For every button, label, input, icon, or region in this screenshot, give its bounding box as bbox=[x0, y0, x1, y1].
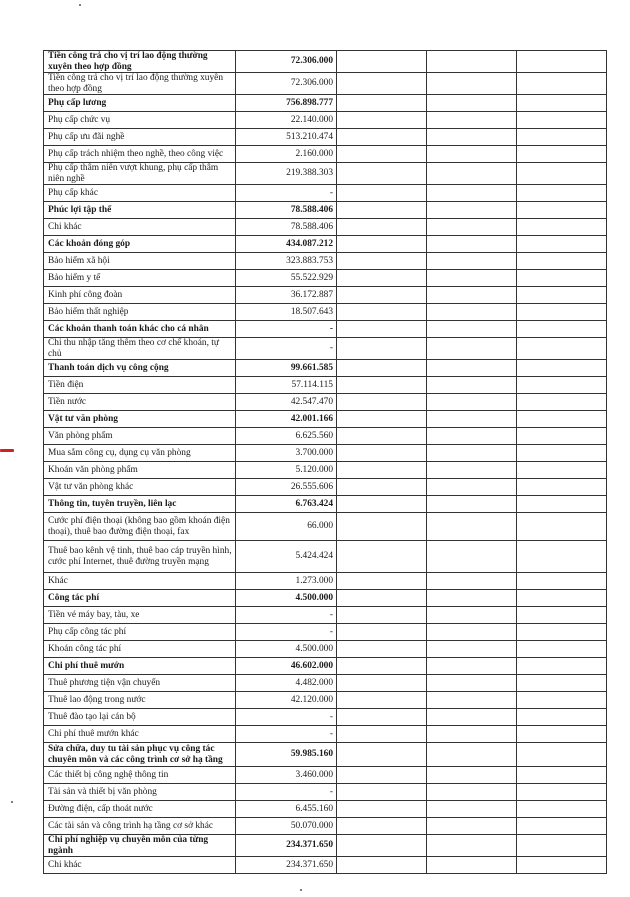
amount-cell: 4.500.000 bbox=[236, 590, 337, 607]
item-name-cell: Bảo hiểm xã hội bbox=[44, 253, 236, 270]
empty-cell bbox=[427, 835, 517, 857]
red-edge-mark bbox=[0, 449, 14, 452]
item-name-cell: Bảo hiểm thất nghiệp bbox=[44, 304, 236, 321]
empty-cell bbox=[517, 541, 607, 573]
item-name-cell: Thanh toán dịch vụ công cộng bbox=[44, 360, 236, 377]
empty-cell bbox=[427, 801, 517, 818]
table-row bbox=[44, 801, 607, 818]
item-name-cell: Vật tư văn phòng khác bbox=[44, 479, 236, 496]
empty-cell bbox=[337, 428, 427, 445]
table-section-row bbox=[44, 496, 607, 513]
empty-cell bbox=[337, 675, 427, 692]
amount-cell: 66.000 bbox=[236, 513, 337, 541]
empty-cell bbox=[427, 541, 517, 573]
empty-cell bbox=[337, 590, 427, 607]
table-row bbox=[44, 607, 607, 624]
item-name-cell: Chi phí thuê mướn bbox=[44, 658, 236, 675]
empty-cell bbox=[517, 146, 607, 163]
amount-cell: 72.306.000 bbox=[236, 73, 337, 95]
table-row bbox=[44, 818, 607, 835]
item-name-cell: Văn phòng phẩm bbox=[44, 428, 236, 445]
empty-cell bbox=[427, 287, 517, 304]
empty-cell bbox=[337, 394, 427, 411]
empty-cell bbox=[517, 270, 607, 287]
table-row bbox=[44, 129, 607, 146]
amount-cell: 72.306.000 bbox=[236, 51, 337, 73]
empty-cell bbox=[337, 818, 427, 835]
empty-cell bbox=[427, 675, 517, 692]
empty-cell bbox=[337, 411, 427, 428]
empty-cell bbox=[427, 185, 517, 202]
empty-cell bbox=[427, 692, 517, 709]
empty-cell bbox=[427, 202, 517, 219]
empty-cell bbox=[517, 743, 607, 767]
empty-cell bbox=[517, 428, 607, 445]
empty-cell bbox=[427, 445, 517, 462]
item-name-cell: Cước phí điện thoại (không bao gồm khoán điện thoại), thuê bao đường điện thoại, fax bbox=[44, 513, 236, 541]
empty-cell bbox=[517, 692, 607, 709]
item-name-cell: Phụ cấp lương bbox=[44, 95, 236, 112]
item-name-cell: Vật tư văn phòng bbox=[44, 411, 236, 428]
item-name-cell: Công tác phí bbox=[44, 590, 236, 607]
item-name-cell: Thuê phương tiện vận chuyển bbox=[44, 675, 236, 692]
table-section-row bbox=[44, 321, 607, 338]
table-row bbox=[44, 304, 607, 321]
amount-cell: 5.120.000 bbox=[236, 462, 337, 479]
item-name-cell: Đường điện, cấp thoát nước bbox=[44, 801, 236, 818]
item-name-cell: Khoán công tác phí bbox=[44, 641, 236, 658]
empty-cell bbox=[517, 112, 607, 129]
empty-cell bbox=[517, 590, 607, 607]
amount-cell: 3.700.000 bbox=[236, 445, 337, 462]
empty-cell bbox=[517, 801, 607, 818]
amount-cell: 59.985.160 bbox=[236, 743, 337, 767]
table-row bbox=[44, 624, 607, 641]
table-row bbox=[44, 641, 607, 658]
empty-cell bbox=[427, 590, 517, 607]
empty-cell bbox=[517, 394, 607, 411]
empty-cell bbox=[337, 321, 427, 338]
empty-cell bbox=[427, 112, 517, 129]
amount-cell: 78.588.406 bbox=[236, 219, 337, 236]
amount-cell: 2.160.000 bbox=[236, 146, 337, 163]
amount-cell: 18.507.643 bbox=[236, 304, 337, 321]
empty-cell bbox=[337, 513, 427, 541]
table-row bbox=[44, 709, 607, 726]
amount-cell: - bbox=[236, 321, 337, 338]
empty-cell bbox=[517, 462, 607, 479]
amount-cell: - bbox=[236, 185, 337, 202]
empty-cell bbox=[337, 236, 427, 253]
expense-table-body bbox=[44, 51, 607, 874]
table-row bbox=[44, 675, 607, 692]
item-name-cell: Các khoản thanh toán khác cho cá nhân bbox=[44, 321, 236, 338]
empty-cell bbox=[427, 360, 517, 377]
table-row bbox=[44, 479, 607, 496]
item-name-cell: Phụ cấp công tác phí bbox=[44, 624, 236, 641]
empty-cell bbox=[427, 709, 517, 726]
table-row bbox=[44, 428, 607, 445]
empty-cell bbox=[427, 818, 517, 835]
amount-cell: 4.482.000 bbox=[236, 675, 337, 692]
empty-cell bbox=[517, 496, 607, 513]
empty-cell bbox=[337, 835, 427, 857]
empty-cell bbox=[517, 658, 607, 675]
amount-cell: - bbox=[236, 709, 337, 726]
empty-cell bbox=[427, 95, 517, 112]
empty-cell bbox=[517, 445, 607, 462]
item-name-cell: Mua sắm công cụ, dụng cụ văn phòng bbox=[44, 445, 236, 462]
empty-cell bbox=[427, 462, 517, 479]
empty-cell bbox=[517, 236, 607, 253]
table-row bbox=[44, 287, 607, 304]
empty-cell bbox=[427, 411, 517, 428]
empty-cell bbox=[427, 726, 517, 743]
empty-cell bbox=[427, 767, 517, 784]
item-name-cell: Thuê bao kênh vệ tinh, thuê bao cáp truyền hình, cước phí Internet, thuê đường truyền mạng bbox=[44, 541, 236, 573]
table-section-row bbox=[44, 743, 607, 767]
empty-cell bbox=[517, 51, 607, 73]
table-row bbox=[44, 219, 607, 236]
empty-cell bbox=[427, 394, 517, 411]
empty-cell bbox=[427, 321, 517, 338]
empty-cell bbox=[427, 496, 517, 513]
item-name-cell: Phụ cấp trách nhiệm theo nghề, theo công việc bbox=[44, 146, 236, 163]
empty-cell bbox=[517, 784, 607, 801]
empty-cell bbox=[517, 185, 607, 202]
empty-cell bbox=[337, 95, 427, 112]
amount-cell: 46.602.000 bbox=[236, 658, 337, 675]
item-name-cell: Tiền công trả cho vị trí lao động thường xuyên theo hợp đồng bbox=[44, 73, 236, 95]
empty-cell bbox=[517, 73, 607, 95]
item-name-cell: Sửa chữa, duy tu tài sản phục vụ công tác chuyên môn và các công trình cơ sở hạ tầng bbox=[44, 743, 236, 767]
empty-cell bbox=[517, 129, 607, 146]
item-name-cell: Khoán văn phòng phẩm bbox=[44, 462, 236, 479]
item-name-cell: Chi khác bbox=[44, 857, 236, 874]
amount-cell: 6.455.160 bbox=[236, 801, 337, 818]
amount-cell: 434.087.212 bbox=[236, 236, 337, 253]
amount-cell: 3.460.000 bbox=[236, 767, 337, 784]
table-row bbox=[44, 445, 607, 462]
amount-cell: 6.625.560 bbox=[236, 428, 337, 445]
empty-cell bbox=[337, 219, 427, 236]
table-section-row bbox=[44, 51, 607, 73]
empty-cell bbox=[427, 73, 517, 95]
item-name-cell: Chi phí thuê mướn khác bbox=[44, 726, 236, 743]
amount-cell: 99.661.585 bbox=[236, 360, 337, 377]
empty-cell bbox=[337, 377, 427, 394]
table-row bbox=[44, 692, 607, 709]
empty-cell bbox=[427, 658, 517, 675]
empty-cell bbox=[517, 726, 607, 743]
amount-cell: 57.114.115 bbox=[236, 377, 337, 394]
table-section-row bbox=[44, 835, 607, 857]
amount-cell: 42.120.000 bbox=[236, 692, 337, 709]
empty-cell bbox=[427, 304, 517, 321]
empty-cell bbox=[427, 219, 517, 236]
table-row bbox=[44, 253, 607, 270]
amount-cell: - bbox=[236, 784, 337, 801]
amount-cell: 323.883.753 bbox=[236, 253, 337, 270]
empty-cell bbox=[517, 624, 607, 641]
amount-cell: 36.172.887 bbox=[236, 287, 337, 304]
item-name-cell: Thông tin, tuyên truyền, liên lạc bbox=[44, 496, 236, 513]
table-row bbox=[44, 377, 607, 394]
item-name-cell: Phụ cấp ưu đãi nghề bbox=[44, 129, 236, 146]
item-name-cell: Kinh phí công đoàn bbox=[44, 287, 236, 304]
item-name-cell: Tiền công trả cho vị trí lao động thường xuyên theo hợp đồng bbox=[44, 51, 236, 73]
table-section-row bbox=[44, 236, 607, 253]
empty-cell bbox=[517, 411, 607, 428]
table-section-row bbox=[44, 658, 607, 675]
scan-speck bbox=[11, 801, 13, 803]
empty-cell bbox=[337, 767, 427, 784]
amount-cell: 5.424.424 bbox=[236, 541, 337, 573]
empty-cell bbox=[337, 857, 427, 874]
empty-cell bbox=[427, 607, 517, 624]
empty-cell bbox=[337, 462, 427, 479]
item-name-cell: Các tài sản và công trình hạ tầng cơ sở khác bbox=[44, 818, 236, 835]
table-row bbox=[44, 270, 607, 287]
empty-cell bbox=[427, 270, 517, 287]
table-row bbox=[44, 767, 607, 784]
table-row bbox=[44, 112, 607, 129]
table-section-row bbox=[44, 95, 607, 112]
item-name-cell: Phụ cấp chức vụ bbox=[44, 112, 236, 129]
amount-cell: - bbox=[236, 624, 337, 641]
item-name-cell: Khác bbox=[44, 573, 236, 590]
empty-cell bbox=[517, 95, 607, 112]
empty-cell bbox=[517, 767, 607, 784]
empty-cell bbox=[517, 338, 607, 360]
empty-cell bbox=[427, 624, 517, 641]
item-name-cell: Chi khác bbox=[44, 219, 236, 236]
item-name-cell: Các khoản đóng góp bbox=[44, 236, 236, 253]
empty-cell bbox=[337, 801, 427, 818]
item-name-cell: Chi phí nghiệp vụ chuyên môn của từng ngành bbox=[44, 835, 236, 857]
table-row bbox=[44, 185, 607, 202]
empty-cell bbox=[427, 129, 517, 146]
empty-cell bbox=[337, 658, 427, 675]
empty-cell bbox=[517, 377, 607, 394]
amount-cell: 219.388.303 bbox=[236, 163, 337, 185]
amount-cell: 4.500.000 bbox=[236, 641, 337, 658]
amount-cell: 6.763.424 bbox=[236, 496, 337, 513]
item-name-cell: Tài sản và thiết bị văn phòng bbox=[44, 784, 236, 801]
amount-cell: - bbox=[236, 607, 337, 624]
empty-cell bbox=[337, 692, 427, 709]
empty-cell bbox=[337, 360, 427, 377]
table-row bbox=[44, 541, 607, 573]
empty-cell bbox=[517, 304, 607, 321]
amount-cell: 50.070.000 bbox=[236, 818, 337, 835]
empty-cell bbox=[427, 513, 517, 541]
empty-cell bbox=[337, 743, 427, 767]
empty-cell bbox=[517, 857, 607, 874]
empty-cell bbox=[517, 202, 607, 219]
empty-cell bbox=[337, 287, 427, 304]
empty-cell bbox=[337, 445, 427, 462]
table-row bbox=[44, 394, 607, 411]
empty-cell bbox=[337, 573, 427, 590]
empty-cell bbox=[337, 202, 427, 219]
empty-cell bbox=[337, 270, 427, 287]
empty-cell bbox=[337, 338, 427, 360]
empty-cell bbox=[517, 573, 607, 590]
expense-table bbox=[43, 50, 607, 874]
table-row bbox=[44, 146, 607, 163]
item-name-cell: Tiền vé máy bay, tàu, xe bbox=[44, 607, 236, 624]
item-name-cell: Các thiết bị công nghệ thông tin bbox=[44, 767, 236, 784]
empty-cell bbox=[337, 726, 427, 743]
amount-cell: 756.898.777 bbox=[236, 95, 337, 112]
empty-cell bbox=[427, 857, 517, 874]
empty-cell bbox=[337, 496, 427, 513]
table-row bbox=[44, 73, 607, 95]
empty-cell bbox=[427, 163, 517, 185]
empty-cell bbox=[337, 624, 427, 641]
amount-cell: 234.371.650 bbox=[236, 857, 337, 874]
amount-cell: 78.588.406 bbox=[236, 202, 337, 219]
empty-cell bbox=[517, 321, 607, 338]
empty-cell bbox=[517, 513, 607, 541]
empty-cell bbox=[337, 112, 427, 129]
empty-cell bbox=[517, 479, 607, 496]
empty-cell bbox=[427, 573, 517, 590]
amount-cell: 234.371.650 bbox=[236, 835, 337, 857]
empty-cell bbox=[337, 304, 427, 321]
empty-cell bbox=[427, 253, 517, 270]
empty-cell bbox=[427, 146, 517, 163]
table-row bbox=[44, 338, 607, 360]
amount-cell: 513.210.474 bbox=[236, 129, 337, 146]
amount-cell: 26.555.606 bbox=[236, 479, 337, 496]
table-row bbox=[44, 163, 607, 185]
item-name-cell: Phụ cấp khác bbox=[44, 185, 236, 202]
empty-cell bbox=[427, 338, 517, 360]
table-row bbox=[44, 784, 607, 801]
empty-cell bbox=[517, 607, 607, 624]
empty-cell bbox=[337, 129, 427, 146]
table-section-row bbox=[44, 360, 607, 377]
empty-cell bbox=[427, 51, 517, 73]
empty-cell bbox=[517, 287, 607, 304]
table-row bbox=[44, 573, 607, 590]
empty-cell bbox=[517, 163, 607, 185]
scan-speck bbox=[300, 889, 302, 891]
empty-cell bbox=[337, 709, 427, 726]
empty-cell bbox=[337, 784, 427, 801]
item-name-cell: Tiền điện bbox=[44, 377, 236, 394]
empty-cell bbox=[517, 818, 607, 835]
empty-cell bbox=[517, 253, 607, 270]
item-name-cell: Tiền nước bbox=[44, 394, 236, 411]
table-row bbox=[44, 726, 607, 743]
empty-cell bbox=[427, 641, 517, 658]
empty-cell bbox=[337, 641, 427, 658]
empty-cell bbox=[427, 743, 517, 767]
empty-cell bbox=[427, 236, 517, 253]
empty-cell bbox=[517, 709, 607, 726]
table-section-row bbox=[44, 411, 607, 428]
table-row bbox=[44, 513, 607, 541]
item-name-cell: Phúc lợi tập thể bbox=[44, 202, 236, 219]
empty-cell bbox=[427, 377, 517, 394]
table-section-row bbox=[44, 590, 607, 607]
amount-cell: 42.547.470 bbox=[236, 394, 337, 411]
empty-cell bbox=[337, 479, 427, 496]
scan-speck bbox=[79, 4, 81, 6]
amount-cell: - bbox=[236, 338, 337, 360]
table-row bbox=[44, 857, 607, 874]
amount-cell: 42.001.166 bbox=[236, 411, 337, 428]
empty-cell bbox=[337, 541, 427, 573]
empty-cell bbox=[427, 784, 517, 801]
amount-cell: 1.273.000 bbox=[236, 573, 337, 590]
amount-cell: 22.140.000 bbox=[236, 112, 337, 129]
empty-cell bbox=[517, 675, 607, 692]
empty-cell bbox=[337, 607, 427, 624]
item-name-cell: Chi thu nhập tăng thêm theo cơ chế khoán, tự chủ bbox=[44, 338, 236, 360]
item-name-cell: Bảo hiểm y tế bbox=[44, 270, 236, 287]
empty-cell bbox=[337, 73, 427, 95]
item-name-cell: Thuê đào tạo lại cán bộ bbox=[44, 709, 236, 726]
empty-cell bbox=[517, 641, 607, 658]
item-name-cell: Thuê lao động trong nước bbox=[44, 692, 236, 709]
empty-cell bbox=[517, 835, 607, 857]
empty-cell bbox=[337, 185, 427, 202]
empty-cell bbox=[337, 51, 427, 73]
table-row bbox=[44, 462, 607, 479]
empty-cell bbox=[337, 146, 427, 163]
empty-cell bbox=[337, 253, 427, 270]
amount-cell: 55.522.929 bbox=[236, 270, 337, 287]
empty-cell bbox=[427, 428, 517, 445]
table-section-row bbox=[44, 202, 607, 219]
empty-cell bbox=[337, 163, 427, 185]
empty-cell bbox=[517, 360, 607, 377]
empty-cell bbox=[517, 219, 607, 236]
amount-cell: - bbox=[236, 726, 337, 743]
item-name-cell: Phụ cấp thâm niên vượt khung, phụ cấp thâm niên nghề bbox=[44, 163, 236, 185]
empty-cell bbox=[427, 479, 517, 496]
